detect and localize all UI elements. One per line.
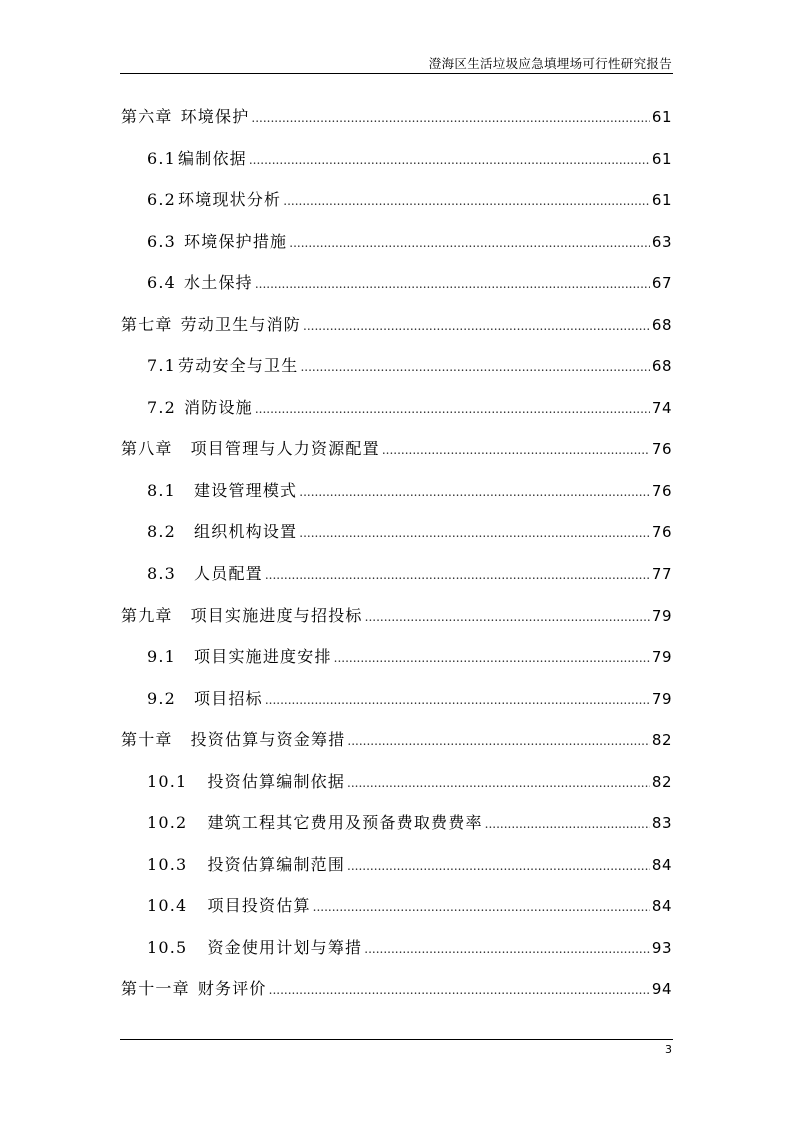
toc-entry-number: 10.4 [147, 896, 188, 916]
toc-entry-title: 环境保护措施 [184, 231, 288, 251]
toc-entry-number: 10.5 [147, 937, 188, 957]
toc-entry-page: 76 [651, 523, 672, 542]
toc-entry-number: 第十章 [121, 730, 173, 750]
toc-entry-number: 第八章 [121, 439, 173, 459]
toc-entry-9-2[interactable] [121, 678, 672, 720]
toc-entry-10-4[interactable] [121, 885, 672, 927]
toc-entry-number: 第七章 [121, 314, 173, 334]
toc-entry-title: 项目实施进度安排 [194, 647, 332, 667]
toc-entry-page: 68 [651, 357, 672, 376]
toc-leader-dots [265, 555, 650, 597]
toc-entry-title: 环境保护 [180, 107, 250, 126]
toc-entry-title: 项目招标 [194, 688, 263, 708]
toc-entry-title: 投资估算编制范围 [207, 854, 346, 874]
toc-leader-dots [255, 389, 650, 431]
toc-entry-page: 84 [651, 855, 672, 874]
toc-entry-page: 79 [651, 689, 672, 708]
toc-entry-9-1[interactable] [121, 636, 672, 678]
toc-entry-title: 项目管理与人力资源配置 [190, 439, 380, 459]
toc-entry-title: 投资估算编制依据 [207, 771, 346, 791]
toc-leader-dots [249, 140, 650, 182]
toc-entry-chapter-8[interactable] [121, 428, 672, 470]
toc-entry-number: 6.1 [147, 148, 177, 168]
toc-leader-dots [347, 846, 650, 888]
toc-entry-6-2[interactable] [121, 179, 672, 221]
toc-entry-title: 水土保持 [184, 273, 253, 293]
header-rule [120, 73, 673, 74]
toc-entry-10-3[interactable] [121, 844, 672, 886]
toc-leader-dots [347, 763, 650, 805]
toc-entry-page: 82 [651, 772, 672, 791]
toc-leader-dots [299, 472, 650, 514]
toc-entry-8-1[interactable] [121, 470, 672, 512]
toc-leader-dots [313, 887, 650, 929]
toc-leader-dots [255, 264, 650, 306]
toc-entry-8-2[interactable] [121, 511, 672, 553]
toc-entry-chapter-9[interactable] [121, 595, 672, 637]
toc-leader-dots [269, 970, 650, 1012]
toc-leader-dots [251, 98, 649, 140]
toc-entry-page: 94 [651, 980, 672, 999]
toc-entry-number: 10.2 [147, 813, 188, 833]
toc-entry-8-3[interactable] [121, 553, 672, 595]
toc-entry-chapter-11[interactable] [121, 968, 672, 1010]
toc-entry-chapter-6[interactable] [121, 96, 672, 138]
toc-entry-number: 6.4 [147, 273, 177, 293]
toc-entry-title: 项目投资估算 [207, 896, 311, 916]
toc-entry-number: 8.2 [147, 522, 177, 542]
toc-entry-number: 第九章 [121, 605, 173, 625]
toc-entry-title: 组织机构设置 [194, 522, 298, 542]
table-of-contents [121, 96, 672, 1010]
toc-entry-title: 投资估算与资金筹措 [190, 730, 346, 750]
toc-leader-dots [289, 223, 650, 265]
toc-entry-page: 76 [651, 440, 672, 459]
toc-entry-page: 93 [651, 938, 672, 957]
toc-entry-number: 9.2 [147, 688, 177, 708]
toc-entry-page: 61 [651, 149, 672, 168]
toc-entry-page: 67 [651, 274, 672, 293]
toc-leader-dots [334, 638, 650, 680]
toc-entry-number: 6.2 [147, 190, 177, 210]
footer-rule [120, 1039, 673, 1040]
toc-entry-number: 7.2 [147, 397, 177, 417]
toc-entry-title: 环境现状分析 [178, 190, 282, 210]
toc-entry-6-3[interactable] [121, 221, 672, 263]
toc-entry-page: 77 [651, 565, 672, 584]
toc-entry-page: 84 [651, 897, 672, 916]
toc-entry-number: 10.1 [147, 771, 188, 791]
page-number: 3 [665, 1043, 672, 1056]
toc-entry-title: 劳动安全与卫生 [178, 356, 299, 376]
toc-entry-title: 建筑工程其它费用及预备费取费费率 [207, 813, 483, 833]
toc-leader-dots [365, 597, 650, 639]
toc-entry-number: 6.3 [147, 231, 177, 251]
toc-entry-number: 8.3 [147, 564, 177, 584]
toc-entry-title: 建设管理模式 [194, 480, 298, 500]
toc-entry-page: 61 [651, 191, 672, 210]
toc-entry-number: 第六章 [121, 107, 173, 126]
toc-entry-title: 劳动卫生与消防 [180, 314, 302, 334]
toc-entry-number: 8.1 [147, 480, 177, 500]
toc-entry-page: 76 [651, 481, 672, 500]
toc-leader-dots [485, 804, 650, 846]
toc-entry-page: 82 [651, 731, 672, 750]
toc-entry-10-5[interactable] [121, 927, 672, 969]
toc-leader-dots [300, 347, 649, 389]
toc-leader-dots [347, 721, 649, 763]
toc-entry-page: 61 [651, 108, 672, 126]
toc-entry-title: 人员配置 [194, 564, 263, 584]
toc-entry-7-1[interactable] [121, 345, 672, 387]
toc-entry-number: 第十一章 [121, 979, 190, 999]
toc-entry-6-1[interactable] [121, 138, 672, 180]
toc-entry-title: 财务评价 [197, 979, 267, 999]
toc-entry-chapter-10[interactable] [121, 719, 672, 761]
toc-leader-dots [303, 306, 650, 348]
toc-entry-title: 项目实施进度与招投标 [190, 605, 363, 625]
toc-entry-page: 79 [651, 606, 672, 625]
toc-leader-dots [364, 929, 650, 971]
toc-entry-page: 79 [651, 648, 672, 667]
toc-entry-7-2[interactable] [121, 387, 672, 429]
toc-entry-title: 资金使用计划与筹措 [207, 937, 363, 957]
toc-entry-number: 7.1 [147, 356, 177, 376]
toc-entry-page: 83 [651, 814, 672, 833]
toc-entry-title: 消防设施 [184, 397, 253, 417]
toc-entry-page: 74 [651, 398, 672, 417]
toc-leader-dots [299, 513, 650, 555]
toc-entry-number: 9.1 [147, 647, 177, 667]
page-header-title: 澄海区生活垃圾应急填埋场可行性研究报告 [428, 56, 672, 71]
toc-leader-dots [265, 680, 650, 722]
toc-entry-page: 68 [651, 315, 672, 334]
toc-entry-6-4[interactable] [121, 262, 672, 304]
toc-entry-10-1[interactable] [121, 761, 672, 803]
toc-leader-dots [283, 181, 650, 223]
toc-entry-number: 10.3 [147, 854, 188, 874]
toc-entry-title: 编制依据 [178, 148, 247, 168]
toc-entry-chapter-7[interactable] [121, 304, 672, 346]
toc-entry-page: 63 [651, 232, 672, 251]
toc-entry-10-2[interactable] [121, 802, 672, 844]
toc-leader-dots [382, 430, 650, 472]
